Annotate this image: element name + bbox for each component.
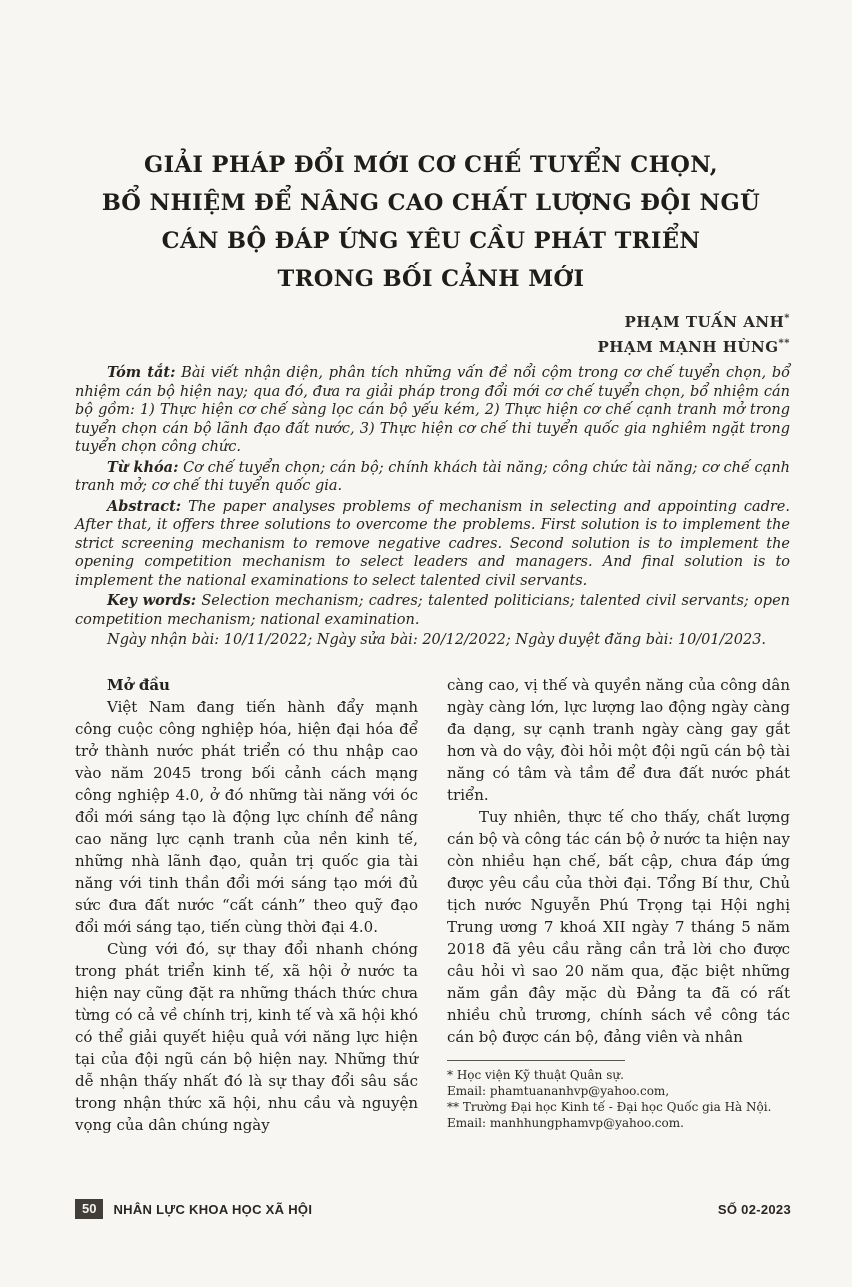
author-2-footnote-marker: ** bbox=[778, 338, 790, 349]
journal-name: NHÂN LỰC KHOA HỌC XÃ HỘI bbox=[113, 1201, 313, 1217]
tu-khoa-label: Từ khóa: bbox=[107, 458, 179, 476]
body-paragraph: Cùng với đó, sự thay đổi nhanh chóng trong phát triển kinh tế, xã hội ở nước ta hiện nay cũng đặt ra những thách thức chưa từng có cả về chính trị, kinh tế và xã hội khó có thể giải quyết hiệu quả với năng lực hiện tại của đội ngũ cán bộ hiện nay. Những thứ dễ nhận thấy nhất đó là sự thay đổi sâu sắc trong nhận thức xã hội, nhu cầu và nguyện vọng của dân chúng ngày bbox=[75, 940, 418, 1134]
tom-tat-text: Bài viết nhận diện, phân tích những vấn đề nổi cộm trong cơ chế tuyển chọn, bổ nhiệm cán bộ hiện nay; qua đó, đưa ra giải pháp trong đổi mới cơ chế tuyển chọn, bổ nhiệm cán bộ gồm: 1) Thực hiện cơ chế sàng lọc cán bộ yếu kém, 2) Thực hiện cơ chế cạnh tranh mở trong tuyển chọn cán bộ lãnh đạo đất nước, 3) Thực hiện cơ chế thi tuyển quốc gia nghiêm ngặt trong tuyển chọn công chức. bbox=[75, 365, 790, 455]
footnote-affiliation-1: * Học viện Kỹ thuật Quân sự. bbox=[447, 1068, 624, 1082]
body-paragraph: Tuy nhiên, thực tế cho thấy, chất lượng cán bộ và công tác cán bộ ở nước ta hiện nay còn nhiều hạn chế, bất cập, chưa đáp ứng được yêu cầu của thời đại. Tổng Bí thư, Chủ tịch nước Nguyễn Phú Trọng tại Hội nghị Trung ương 7 khoá XII ngày 7 tháng 5 năm 2018 đã yêu cầu rằng cần trả lời cho được câu hỏi vì sao 20 năm qua, đặc biệt những năm gần đây mặc dù Đảng ta đã có rất nhiều chủ trương, chính sách về công tác cán bộ được cán bộ, đảng viên và nhân bbox=[447, 808, 790, 1046]
author-1 bbox=[70, 308, 790, 333]
author-2 bbox=[70, 333, 790, 358]
page-footer bbox=[75, 1199, 791, 1219]
title-line-3: CÁN BỘ ĐÁP ỨNG YÊU CẦU PHÁT TRIỂN bbox=[161, 228, 701, 254]
key-words-paragraph bbox=[75, 592, 790, 629]
body-paragraph-continuation: càng cao, vị thế và quyền năng của công dân ngày càng lớn, lực lượng lao động ngày càng đa dạng, sự cạnh tranh ngày càng gay gắt hơn và do vậy, đòi hỏi một đội ngũ cán bộ tài năng có tâm và tầm để đưa đất nước phát triển. bbox=[447, 676, 790, 804]
footnotes-block bbox=[447, 1060, 790, 1131]
footnote-affiliation-2: ** Trường Đại học Kinh tế - Đại học Quốc gia Hà Nội. bbox=[447, 1100, 772, 1114]
page-number-badge: 50 bbox=[75, 1199, 103, 1219]
title-line-1: GIẢI PHÁP ĐỔI MỚI CƠ CHẾ TUYỂN CHỌN, bbox=[143, 152, 719, 178]
left-column bbox=[75, 674, 418, 1136]
abstract-label: Abstract: bbox=[107, 497, 182, 515]
abstract-paragraph bbox=[75, 498, 790, 591]
front-matter bbox=[75, 364, 790, 652]
issue-label: SỐ 02-2023 bbox=[717, 1201, 791, 1217]
author-1-name: PHẠM TUẤN ANH bbox=[624, 313, 785, 331]
author-1-footnote-marker: * bbox=[784, 313, 790, 324]
author-2-name: PHẠM MẠNH HÙNG bbox=[597, 338, 779, 356]
tu-khoa-text: Cơ chế tuyển chọn; cán bộ; chính khách tài năng; công chức tài năng; cơ chế cạnh tranh mở; cơ chế thi tuyển quốc gia. bbox=[75, 459, 791, 494]
body-paragraph: Việt Nam đang tiến hành đẩy mạnh công cuộc công nghiệp hóa, hiện đại hóa để trở thành nước phát triển có thu nhập cao vào năm 2045 trong bối cảnh cách mạng công nghiệp 4.0, ở đó những tài năng với óc đổi mới sáng tạo là động lực chính để nâng cao năng lực cạnh tranh của nền kinh tế, những nhà lãnh đạo, quản trị quốc gia tài năng với tinh thần đổi mới sáng tạo mới đủ sức đưa đất nước “cất cánh” theo quỹ đạo đổi mới sáng tạo, tiến cùng thời đại 4.0. bbox=[75, 698, 418, 936]
tu-khoa-paragraph bbox=[75, 459, 790, 496]
section-heading-mo-dau: Mở đầu bbox=[107, 676, 170, 694]
tom-tat-paragraph bbox=[75, 364, 790, 457]
footnote-email-1: Email: phamtuananhvp@yahoo.com, bbox=[447, 1084, 670, 1098]
title-line-4: TRONG BỐI CẢNH MỚI bbox=[277, 266, 585, 292]
article-title bbox=[70, 146, 792, 298]
right-column bbox=[447, 674, 790, 1136]
article-body bbox=[75, 674, 790, 1136]
authors-block bbox=[70, 308, 790, 358]
key-words-label: Key words: bbox=[107, 592, 197, 609]
tom-tat-label: Tóm tắt: bbox=[107, 364, 176, 381]
key-words-text: Selection mechanism; cadres; talented politicians; talented civil servants; open competition mechanism; national examination. bbox=[75, 593, 790, 628]
footnote-separator bbox=[447, 1060, 625, 1061]
footnote-email-2: Email: manhhungphamvp@yahoo.com. bbox=[447, 1116, 684, 1130]
abstract-text: The paper analyses problems of mechanism in selecting and appointing cadre. After that, it offers three solutions to overcome the problems. First solution is to implement the strict screening mechanism to remove negative cadres. Second solution is to implement the opening competition mechanism to select leaders and managers. And final solution is to implement the national examinations to select talented civil servants. bbox=[75, 498, 790, 589]
title-line-2: BỔ NHIỆM ĐỂ NÂNG CAO CHẤT LƯỢNG ĐỘI NGŨ bbox=[101, 190, 761, 216]
dates-line: Ngày nhận bài: 10/11/2022; Ngày sửa bài: 20/12/2022; Ngày duyệt đăng bài: 10/01/2023. bbox=[107, 632, 767, 648]
